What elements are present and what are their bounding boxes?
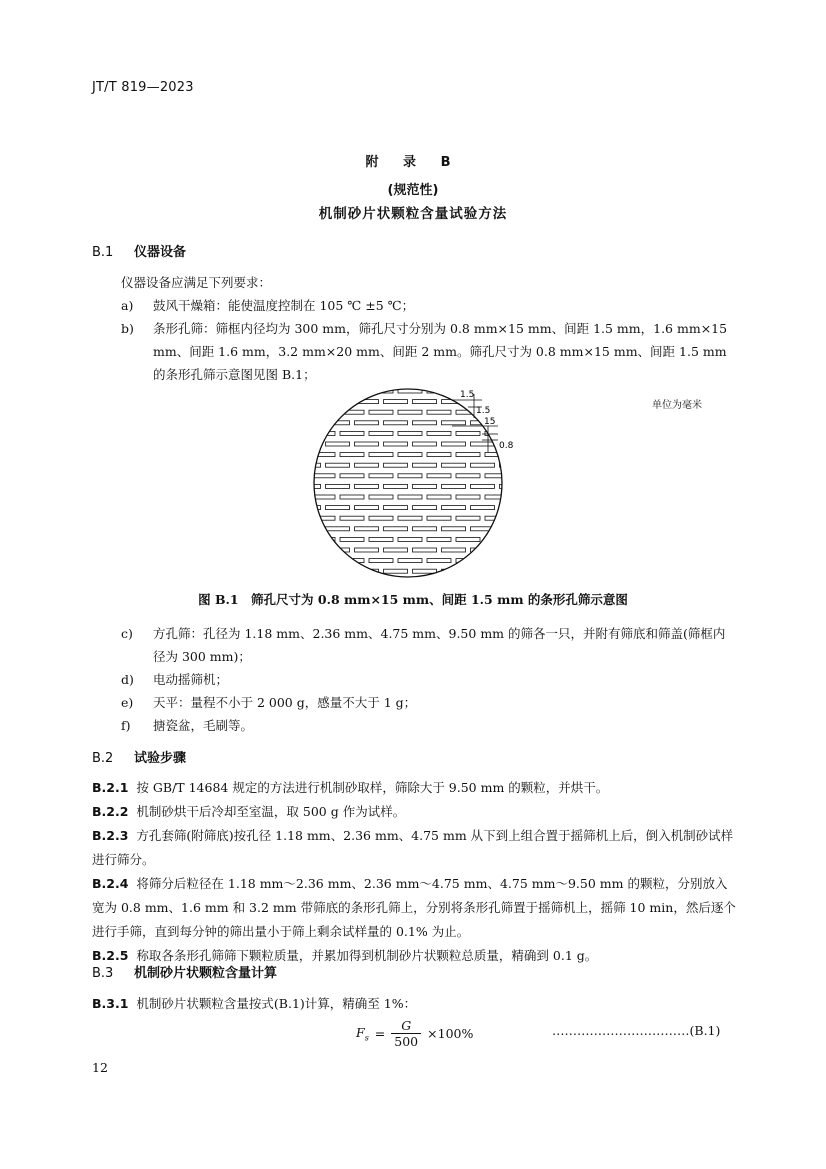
list-marker: e)	[121, 695, 134, 710]
sieve-slot	[312, 453, 335, 457]
clause	[92, 776, 738, 800]
sieve-slot	[369, 516, 393, 520]
sieve-slot	[471, 463, 495, 467]
sieve-slot	[369, 431, 393, 435]
list-marker: d)	[121, 672, 134, 687]
sieve-slot	[485, 559, 509, 563]
sieve-slot	[456, 495, 480, 499]
sieve-slot	[355, 463, 379, 467]
list-item	[121, 622, 736, 668]
sieve-slot	[312, 410, 335, 414]
sieve-slot	[398, 431, 422, 435]
sieve-slot	[442, 548, 466, 552]
sieve-slot	[312, 442, 321, 446]
list-item	[121, 691, 736, 714]
sieve-slot	[485, 474, 509, 478]
sieve-slot	[312, 421, 321, 425]
formula-lhs	[356, 1025, 369, 1043]
formula-denominator: 500	[391, 1033, 421, 1049]
sieve-slot	[384, 506, 408, 510]
sieve-slot	[340, 537, 364, 541]
sieve-slot	[312, 400, 321, 404]
sieve-slot	[340, 453, 364, 457]
clause-number: B.2.2	[92, 804, 129, 819]
section-b3-heading	[92, 962, 277, 981]
sieve-slot	[369, 537, 393, 541]
sieve-slot	[355, 442, 379, 446]
annex-label: 附 录 B	[365, 155, 461, 170]
sieve-slot	[340, 516, 364, 520]
dim-label: 0.8	[499, 441, 514, 451]
sieve-slot	[442, 484, 466, 488]
sieve-slot	[326, 484, 350, 488]
sieve-slot	[398, 516, 422, 520]
sieve-slot	[500, 527, 524, 531]
section-title: 机制砂片状颗粒含量计算	[134, 966, 278, 981]
section-number: B.2	[92, 751, 114, 766]
clause-number: B.2.3	[92, 828, 129, 843]
sieve-slot	[312, 580, 335, 582]
sieve-slot	[456, 474, 480, 478]
clause-text: 机制砂烘干后冷却至室温，取 500 g 作为试样。	[136, 804, 406, 819]
sieve-slot	[427, 410, 451, 414]
sieve-slot	[340, 495, 364, 499]
sieve-slot	[427, 516, 451, 520]
sieve-slot	[471, 569, 495, 573]
sieve-slot	[340, 431, 364, 435]
sieve-slot	[355, 527, 379, 531]
dim-label: 1.5	[460, 390, 475, 400]
clause-number: B.2.5	[92, 948, 129, 963]
sieve-slot	[413, 442, 437, 446]
list-item	[121, 714, 736, 737]
clause-text: 按 GB/T 14684 规定的方法进行机制砂取样，筛除大于 9.50 mm 的颗粒，并烘干。	[136, 780, 609, 795]
sieve-slot	[326, 527, 350, 531]
list-item-text: 电动摇筛机；	[153, 672, 229, 687]
sieve-slot	[312, 431, 335, 435]
sieve-slot	[413, 484, 437, 488]
sieve-slot	[326, 548, 350, 552]
sieve-slot	[326, 569, 350, 573]
sieve-slot	[355, 421, 379, 425]
list-item-text: 鼓风干燥箱：能使温度控制在 105 ℃ ±5 ℃；	[153, 298, 415, 313]
sieve-slot	[398, 474, 422, 478]
dim-label: 1.5	[476, 406, 491, 416]
sieve-slot	[413, 527, 437, 531]
formula-factor: ×100%	[427, 1026, 474, 1041]
list-item	[121, 668, 736, 691]
sieve-slot	[312, 474, 335, 478]
dim-label: 15	[484, 417, 496, 427]
sieve-slot	[442, 421, 466, 425]
sieve-slot	[427, 580, 451, 582]
sieve-slot	[500, 421, 524, 425]
section-number: B.1	[92, 245, 114, 260]
clause-number: B.2.4	[92, 876, 129, 891]
sieve-slot	[340, 389, 364, 393]
formula-numerator: G	[401, 1018, 412, 1033]
sieve-slot	[369, 453, 393, 457]
sieve-slot	[355, 484, 379, 488]
sieve-slot	[471, 506, 495, 510]
sieve-slot	[384, 442, 408, 446]
sieve-slot	[398, 580, 422, 582]
formula-subscript: s	[364, 1033, 369, 1043]
sieve-slot	[500, 548, 524, 552]
sieve-slot	[442, 527, 466, 531]
sieve-slot	[398, 559, 422, 563]
sieve-slot	[427, 537, 451, 541]
slotted-sieve-diagram	[312, 382, 532, 582]
sieve-slot	[500, 569, 524, 573]
list-item-text: 条形孔筛：筛框内径均为 300 mm，筛孔尺寸分别为 0.8 mm×15 mm、间距 1.5 mm，1.6 mm×15 mm、间距 1.6 mm，3.2 mm×20 mm、间距 2 mm。筛孔尺寸为 0.8 mm×15 mm、间距 1.5 mm 的条形孔筛示意图见图 B.1；	[153, 321, 728, 382]
sieve-slot	[427, 559, 451, 563]
sieve-slot	[442, 442, 466, 446]
sieve-slot	[340, 410, 364, 414]
sieve-slot	[384, 463, 408, 467]
standard-code: JT/T 819—2023	[92, 80, 194, 95]
formula-equals: =	[374, 1026, 386, 1041]
sieve-slot	[500, 506, 524, 510]
section-b2-heading	[92, 747, 186, 766]
sieve-slot	[485, 516, 509, 520]
equipment-list-ab	[121, 294, 736, 386]
clause-number: B.3.1	[92, 996, 129, 1011]
section-title: 试验步骤	[134, 751, 187, 766]
section-b1-intro: 仪器设备应满足下列要求：	[121, 275, 272, 290]
sieve-slot	[369, 410, 393, 414]
formula-symbol: F	[356, 1024, 365, 1040]
annex-nature: (规范性)	[387, 183, 439, 198]
sieve-slot	[384, 400, 408, 404]
sieve-slot	[355, 506, 379, 510]
sieve-slot	[427, 453, 451, 457]
clause-text: 机制砂片状颗粒含量按式(B.1)计算，精确至 1%：	[136, 996, 417, 1011]
sieve-slot	[442, 506, 466, 510]
clause-text: 将筛分后粒径在 1.18 mm～2.36 mm、2.36 mm～4.75 mm、4.75 mm～9.50 mm 的颗粒，分别放入宽为 0.8 mm、1.6 mm 和 3.2 mm 带筛底的条形孔筛上，分别将条形孔筛置于摇筛机上，摇筛 10 min，然后逐个进行手筛，直到每分钟的筛出量小于筛上剩余试样量的 0.1% 为止。	[92, 876, 736, 939]
list-item-text: 搪瓷盆，毛刷等。	[153, 718, 254, 733]
page-number: 12	[92, 1060, 108, 1075]
sieve-slot	[340, 474, 364, 478]
sieve-slot	[456, 516, 480, 520]
list-marker: b)	[121, 321, 134, 336]
equipment-list-cf	[121, 622, 736, 737]
formula-fraction	[391, 1018, 421, 1049]
list-item-text: 天平：量程不小于 2 000 g，感量不大于 1 g；	[153, 695, 417, 710]
sieve-slot	[485, 580, 509, 582]
sieve-slot	[485, 537, 509, 541]
sieve-slot	[413, 569, 437, 573]
sieve-slot	[312, 389, 335, 393]
sieve-slot	[456, 537, 480, 541]
sieve-slot	[398, 453, 422, 457]
sieve-slot	[312, 516, 335, 520]
sieve-slot	[500, 400, 524, 404]
sieve-slot	[312, 559, 335, 563]
sieve-slot	[427, 495, 451, 499]
list-marker: c)	[121, 626, 133, 641]
sieve-slot	[471, 442, 495, 446]
annex-title: 机制砂片状颗粒含量试验方法	[318, 206, 508, 222]
clause	[92, 872, 738, 944]
sieve-slot	[369, 495, 393, 499]
sieve-slot	[500, 463, 524, 467]
sieve-slot	[456, 580, 480, 582]
formula-b1	[356, 1018, 473, 1049]
sieve-slot	[326, 442, 350, 446]
figure-unit-note: 单位为毫米	[652, 400, 702, 411]
sieve-slot	[326, 463, 350, 467]
sieve-slot	[326, 506, 350, 510]
list-item-text: 方孔筛：孔径为 1.18 mm、2.36 mm、4.75 mm、9.50 mm 的筛各一只，并附有筛底和筛盖(筛框内径为 300 mm)；	[153, 626, 726, 664]
sieve-slot	[456, 431, 480, 435]
figure-caption: 图 B.1 筛孔尺寸为 0.8 mm×15 mm、间距 1.5 mm 的条形孔筛示意图	[198, 592, 628, 607]
sieve-slot	[384, 484, 408, 488]
sieve-slot	[500, 484, 524, 488]
sieve-slot	[326, 400, 350, 404]
sieve-slot	[369, 559, 393, 563]
clause	[92, 824, 738, 872]
list-marker: f)	[121, 718, 131, 733]
sieve-slot	[471, 484, 495, 488]
sieve-slot	[398, 537, 422, 541]
formula-reference: ……………………………(B.1)	[552, 1023, 721, 1038]
list-item	[121, 317, 736, 386]
sieve-slot	[355, 548, 379, 552]
sieve-slot	[369, 580, 393, 582]
clause-b31	[92, 992, 738, 1016]
sieve-slot	[413, 548, 437, 552]
sieve-slot	[384, 527, 408, 531]
sieve-slot	[398, 410, 422, 414]
clause-number: B.2.1	[92, 780, 129, 795]
sieve-slot	[413, 463, 437, 467]
sieve-slot	[485, 389, 509, 393]
sieve-slot	[398, 495, 422, 499]
sieve-slot	[413, 506, 437, 510]
sieve-slot	[456, 453, 480, 457]
procedure-clauses	[92, 776, 738, 968]
sieve-slot	[384, 569, 408, 573]
list-item	[121, 294, 736, 317]
sieve-slot	[384, 421, 408, 425]
sieve-slot	[413, 400, 437, 404]
sieve-slot	[369, 474, 393, 478]
clause	[92, 800, 738, 824]
sieve-slot	[312, 569, 321, 573]
sieve-slot	[340, 580, 364, 582]
sieve-slot	[413, 421, 437, 425]
sieve-slot	[312, 527, 321, 531]
clause-text: 方孔套筛(附筛底)按孔径 1.18 mm、2.36 mm、4.75 mm 从下到上组合置于摇筛机上后，倒入机制砂试样进行筛分。	[92, 828, 734, 867]
list-marker: a)	[121, 298, 134, 313]
sieve-slot	[312, 484, 321, 488]
sieve-slot	[384, 548, 408, 552]
sieve-slot	[442, 463, 466, 467]
sieve-slot	[312, 548, 321, 552]
sieve-slot	[485, 495, 509, 499]
sieve-slot	[427, 474, 451, 478]
clause-text: 称取各条形孔筛筛下颗粒质量，并累加得到机制砂片状颗粒总质量，精确到 0.1 g。	[136, 948, 598, 963]
section-title: 仪器设备	[134, 245, 187, 260]
section-number: B.3	[92, 966, 114, 981]
section-b1-heading	[92, 241, 186, 260]
sieve-slot	[427, 431, 451, 435]
